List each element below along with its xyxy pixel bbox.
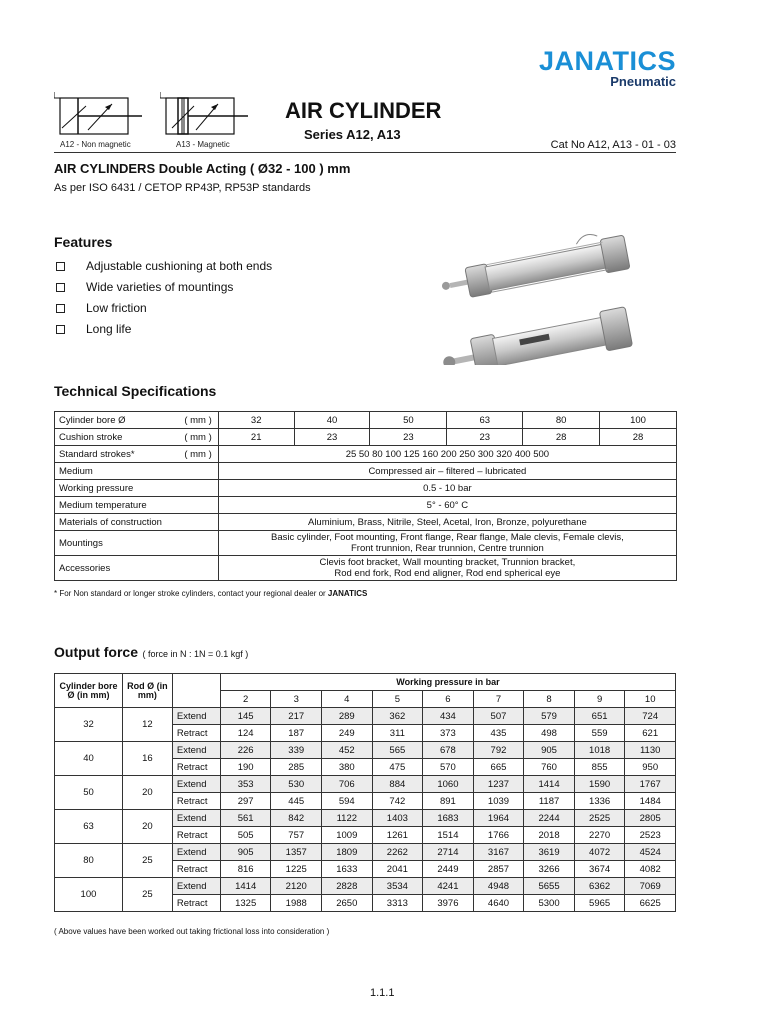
force-value-cell: 435 [473, 725, 524, 742]
force-value-cell: 884 [372, 776, 423, 793]
force-value-cell: 2523 [625, 827, 676, 844]
retract-label-cell: Retract [172, 725, 220, 742]
force-value-cell: 579 [524, 708, 575, 725]
table-row: Cylinder bore Ø ( mm ) 32 40 50 63 80 100 [55, 412, 677, 429]
table-row: Materials of construction Aluminium, Brass, Nitrile, Steel, Acetal, Iron, Bronze, polyurethane [55, 514, 677, 531]
bore-cell: 100 [55, 878, 123, 912]
table-row [55, 810, 676, 827]
page-number: 1.1.1 [370, 987, 395, 999]
force-value-cell: 145 [220, 708, 271, 725]
force-value-cell: 380 [322, 759, 373, 776]
force-value-cell: 2449 [423, 861, 474, 878]
standards-line: As per ISO 6431 / CETOP RP43P, RP53P standards [54, 182, 311, 194]
feature-item: Low friction [54, 300, 272, 321]
pressure-header-cell: 10 [625, 691, 676, 708]
catalog-number: Cat No A12, A13 - 01 - 03 [550, 139, 676, 151]
brand-subtitle: Pneumatic [610, 74, 676, 89]
rod-cell: 25 [122, 844, 172, 878]
spec-footnote: * For Non standard or longer stroke cylinders, contact your regional dealer or JANATICS [54, 589, 368, 598]
force-value-cell: 2805 [625, 810, 676, 827]
rod-cell: 12 [122, 708, 172, 742]
retract-label-cell: Retract [172, 895, 220, 912]
force-value-cell: 1122 [322, 810, 373, 827]
force-value-cell: 3266 [524, 861, 575, 878]
tech-spec-table [54, 411, 677, 581]
force-value-cell: 5655 [524, 878, 575, 895]
force-value-cell: 1403 [372, 810, 423, 827]
force-value-cell: 1237 [473, 776, 524, 793]
table-row [55, 878, 676, 895]
force-value-cell: 362 [372, 708, 423, 725]
force-value-cell: 665 [473, 759, 524, 776]
force-value-cell: 4082 [625, 861, 676, 878]
force-value-cell: 2041 [372, 861, 423, 878]
rod-cell: 25 [122, 878, 172, 912]
force-value-cell: 311 [372, 725, 423, 742]
features-heading: Features [54, 234, 113, 250]
pressure-header-cell: 7 [473, 691, 524, 708]
force-value-cell: 187 [271, 725, 322, 742]
table-row: Accessories Clevis foot bracket, Wall mounting bracket, Trunnion bracket, Rod end fork, Rod end aligner, Rod end spherical eye [55, 556, 677, 581]
brand-name: JANATICS [538, 46, 676, 76]
force-value-cell: 561 [220, 810, 271, 827]
extend-label-cell: Extend [172, 776, 220, 793]
bore-cell: 80 [55, 844, 123, 878]
force-value-cell: 2120 [271, 878, 322, 895]
force-value-cell: 757 [271, 827, 322, 844]
table-row: Mountings Basic cylinder, Foot mounting, Front flange, Rear flange, Male clevis, Female clevis, Front trunnion, Rear trunnion, Centre trunnion [55, 531, 677, 556]
force-value-cell: 816 [220, 861, 271, 878]
force-value-cell: 1009 [322, 827, 373, 844]
tech-spec-heading: Technical Specifications [54, 383, 217, 399]
symbol-caption-a12: A12 - Non magnetic [60, 140, 131, 149]
retract-label-cell: Retract [172, 827, 220, 844]
force-value-cell: 190 [220, 759, 271, 776]
force-value-cell: 530 [271, 776, 322, 793]
force-value-cell: 434 [423, 708, 474, 725]
force-value-cell: 1514 [423, 827, 474, 844]
force-value-cell: 217 [271, 708, 322, 725]
force-value-cell: 891 [423, 793, 474, 810]
force-value-cell: 905 [524, 742, 575, 759]
force-value-cell: 3619 [524, 844, 575, 861]
series-label: Series A12, A13 [304, 127, 401, 142]
table-header-row: Cylinder bore Ø (in mm) Rod Ø (in mm) Working pressure in bar [55, 674, 676, 691]
pressure-header-cell: 2 [220, 691, 271, 708]
force-value-cell: 124 [220, 725, 271, 742]
force-value-cell: 1187 [524, 793, 575, 810]
force-value-cell: 1039 [473, 793, 524, 810]
force-value-cell: 297 [220, 793, 271, 810]
pressure-header-cell: 8 [524, 691, 575, 708]
force-value-cell: 4948 [473, 878, 524, 895]
force-value-cell: 570 [423, 759, 474, 776]
table-row: Medium Compressed air – filtered – lubricated [55, 463, 677, 480]
checkbox-bullet-icon [56, 325, 65, 334]
force-value-cell: 4241 [423, 878, 474, 895]
bore-cell: 40 [55, 742, 123, 776]
rod-cell: 16 [122, 742, 172, 776]
force-value-cell: 452 [322, 742, 373, 759]
force-value-cell: 339 [271, 742, 322, 759]
force-value-cell: 1060 [423, 776, 474, 793]
feature-item: Adjustable cushioning at both ends [54, 258, 272, 279]
force-value-cell: 6362 [574, 878, 625, 895]
extend-label-cell: Extend [172, 742, 220, 759]
table-row [55, 742, 676, 759]
air-cylinder-product-photo [426, 200, 662, 365]
force-value-cell: 249 [322, 725, 373, 742]
force-value-cell: 2714 [423, 844, 474, 861]
force-value-cell: 1414 [524, 776, 575, 793]
features-list [54, 258, 272, 342]
force-value-cell: 855 [574, 759, 625, 776]
force-value-cell: 226 [220, 742, 271, 759]
force-value-cell: 792 [473, 742, 524, 759]
force-value-cell: 1590 [574, 776, 625, 793]
bore-cell: 32 [55, 708, 123, 742]
retract-label-cell: Retract [172, 793, 220, 810]
force-value-cell: 1809 [322, 844, 373, 861]
force-value-cell: 1225 [271, 861, 322, 878]
force-value-cell: 3534 [372, 878, 423, 895]
pressure-header-cell: 3 [271, 691, 322, 708]
force-value-cell: 3167 [473, 844, 524, 861]
non-magnetic-cylinder-symbol [54, 88, 142, 144]
product-heading: AIR CYLINDERS Double Acting ( Ø32 - 100 ) mm [54, 161, 351, 176]
force-value-cell: 353 [220, 776, 271, 793]
force-value-cell: 1988 [271, 895, 322, 912]
force-value-cell: 2828 [322, 878, 373, 895]
force-value-cell: 2650 [322, 895, 373, 912]
force-value-cell: 373 [423, 725, 474, 742]
force-value-cell: 594 [322, 793, 373, 810]
force-value-cell: 289 [322, 708, 373, 725]
retract-label-cell: Retract [172, 861, 220, 878]
table-row: Working pressure 0.5 - 10 bar [55, 480, 677, 497]
force-value-cell: 678 [423, 742, 474, 759]
table-row [55, 844, 676, 861]
force-value-cell: 4640 [473, 895, 524, 912]
force-value-cell: 5965 [574, 895, 625, 912]
pressure-header-cell: 9 [574, 691, 625, 708]
force-value-cell: 505 [220, 827, 271, 844]
header-divider [54, 152, 676, 153]
force-value-cell: 1414 [220, 878, 271, 895]
extend-label-cell: Extend [172, 810, 220, 827]
checkbox-bullet-icon [56, 262, 65, 271]
feature-item: Long life [54, 321, 272, 342]
force-value-cell: 1484 [625, 793, 676, 810]
force-value-cell: 651 [574, 708, 625, 725]
pressure-header-cell: 5 [372, 691, 423, 708]
force-value-cell: 3976 [423, 895, 474, 912]
force-value-cell: 2525 [574, 810, 625, 827]
force-value-cell: 285 [271, 759, 322, 776]
force-value-cell: 1767 [625, 776, 676, 793]
output-force-table [54, 673, 676, 912]
output-force-footnote: ( Above values have been worked out taking frictional loss into consideration ) [54, 927, 330, 936]
output-force-heading: Output force ( force in N : 1N = 0.1 kgf ) [54, 644, 249, 660]
extend-label-cell: Extend [172, 708, 220, 725]
force-value-cell: 2270 [574, 827, 625, 844]
force-value-cell: 1683 [423, 810, 474, 827]
force-value-cell: 4524 [625, 844, 676, 861]
retract-label-cell: Retract [172, 759, 220, 776]
symbol-caption-a13: A13 - Magnetic [176, 140, 230, 149]
force-value-cell: 1325 [220, 895, 271, 912]
force-value-cell: 706 [322, 776, 373, 793]
force-value-cell: 1633 [322, 861, 373, 878]
force-value-cell: 4072 [574, 844, 625, 861]
force-value-cell: 1964 [473, 810, 524, 827]
force-value-cell: 1357 [271, 844, 322, 861]
force-value-cell: 1261 [372, 827, 423, 844]
force-value-cell: 3313 [372, 895, 423, 912]
force-value-cell: 565 [372, 742, 423, 759]
force-value-cell: 842 [271, 810, 322, 827]
bore-cell: 63 [55, 810, 123, 844]
table-row: Medium temperature 5° - 60° C [55, 497, 677, 514]
force-value-cell: 5300 [524, 895, 575, 912]
force-value-cell: 445 [271, 793, 322, 810]
force-value-cell: 7069 [625, 878, 676, 895]
table-row: Standard strokes* ( mm ) 25 50 80 100 125 160 200 250 300 320 400 500 [55, 446, 677, 463]
force-value-cell: 1130 [625, 742, 676, 759]
force-value-cell: 760 [524, 759, 575, 776]
table-row: Cushion stroke ( mm ) 21 23 23 23 28 28 [55, 429, 677, 446]
force-value-cell: 2244 [524, 810, 575, 827]
extend-label-cell: Extend [172, 844, 220, 861]
magnetic-cylinder-symbol [160, 88, 248, 144]
force-value-cell: 724 [625, 708, 676, 725]
force-value-cell: 3674 [574, 861, 625, 878]
checkbox-bullet-icon [56, 304, 65, 313]
force-value-cell: 950 [625, 759, 676, 776]
force-value-cell: 559 [574, 725, 625, 742]
rod-cell: 20 [122, 776, 172, 810]
force-value-cell: 2262 [372, 844, 423, 861]
force-value-cell: 6625 [625, 895, 676, 912]
force-value-cell: 1766 [473, 827, 524, 844]
force-value-cell: 475 [372, 759, 423, 776]
force-value-cell: 621 [625, 725, 676, 742]
force-value-cell: 905 [220, 844, 271, 861]
table-row [55, 776, 676, 793]
brand-logo [539, 48, 676, 90]
force-value-cell: 2018 [524, 827, 575, 844]
extend-label-cell: Extend [172, 878, 220, 895]
force-value-cell: 1018 [574, 742, 625, 759]
page-title: AIR CYLINDER [285, 98, 442, 123]
feature-item: Wide varieties of mountings [54, 279, 272, 300]
checkbox-bullet-icon [56, 283, 65, 292]
force-value-cell: 1336 [574, 793, 625, 810]
bore-cell: 50 [55, 776, 123, 810]
table-row [55, 708, 676, 725]
pressure-header-cell: 6 [423, 691, 474, 708]
force-value-cell: 2857 [473, 861, 524, 878]
force-value-cell: 507 [473, 708, 524, 725]
force-value-cell: 498 [524, 725, 575, 742]
rod-cell: 20 [122, 810, 172, 844]
pressure-header-cell: 4 [322, 691, 373, 708]
force-value-cell: 742 [372, 793, 423, 810]
